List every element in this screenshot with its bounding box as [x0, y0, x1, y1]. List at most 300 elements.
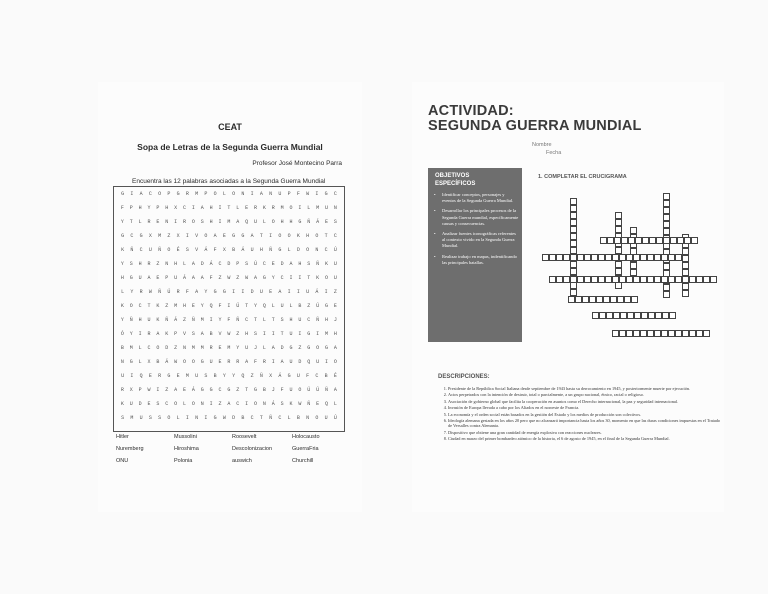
- crossword-cell[interactable]: [682, 276, 689, 283]
- crossword-cell[interactable]: [570, 240, 577, 247]
- crossword-cell[interactable]: [549, 276, 556, 283]
- crossword-cell[interactable]: [663, 237, 670, 244]
- grid-letter: G: [325, 345, 329, 351]
- grid-letter: H: [138, 261, 142, 267]
- grid-letter: P: [156, 205, 160, 211]
- crossword-cell[interactable]: [663, 284, 670, 291]
- grid-letter: C: [280, 275, 284, 281]
- grid-letter: A: [333, 345, 337, 351]
- grid-letter: B: [120, 345, 124, 351]
- grid-letter: A: [200, 331, 204, 337]
- grid-letter: R: [176, 289, 180, 295]
- crossword-cell[interactable]: [598, 276, 605, 283]
- grid-letter: A: [289, 261, 293, 267]
- word-list-item: Roosevelt: [232, 434, 257, 440]
- grid-letter: K: [156, 303, 160, 309]
- grid-letter: K: [262, 205, 266, 211]
- grid-letter: O: [191, 359, 195, 365]
- grid-letter: Ñ: [269, 247, 273, 253]
- crossword-cell[interactable]: [682, 269, 689, 276]
- grid-letter: D: [296, 247, 300, 253]
- crossword-cell[interactable]: [634, 312, 641, 319]
- grid-letter: Z: [236, 387, 240, 393]
- grid-letter: S: [204, 373, 208, 379]
- crossword-cell[interactable]: [615, 261, 622, 268]
- crossword-cell[interactable]: [600, 237, 607, 244]
- grid-letter: I: [209, 401, 213, 407]
- crossword-cell[interactable]: [612, 254, 619, 261]
- crossword-cell[interactable]: [570, 268, 577, 275]
- crossword-cell[interactable]: [682, 290, 689, 297]
- crossword-heading: 1. COMPLETAR EL CRUCIGRAMA: [538, 174, 627, 180]
- grid-letter: Á: [316, 219, 320, 225]
- grid-row: [118, 205, 340, 215]
- grid-letter: X: [147, 359, 151, 365]
- grid-letter: I: [245, 401, 249, 407]
- crossword-cell[interactable]: [577, 276, 584, 283]
- crossword-cell[interactable]: [630, 269, 637, 276]
- grid-letter: M: [200, 317, 204, 323]
- grid-letter: V: [218, 331, 222, 337]
- crossword-cell[interactable]: [570, 289, 577, 296]
- word-list-item: Hitler: [116, 434, 129, 440]
- crossword-cell[interactable]: [615, 247, 622, 254]
- grid-letter: É: [333, 373, 337, 379]
- grid-letter: K: [296, 233, 300, 239]
- grid-letter: Ú: [316, 387, 320, 393]
- grid-letter: Y: [271, 275, 275, 281]
- crossword-cell[interactable]: [599, 312, 606, 319]
- crossword-cell[interactable]: [617, 296, 624, 303]
- grid-row: [118, 303, 340, 313]
- crossword-cell[interactable]: [584, 276, 591, 283]
- word-list-item: Churchill: [292, 458, 314, 464]
- grid-letter: I: [298, 331, 302, 337]
- crossword-cell[interactable]: [663, 200, 670, 207]
- grid-letter: Z: [236, 275, 240, 281]
- grid-letter: C: [250, 415, 254, 421]
- grid-letter: S: [280, 401, 284, 407]
- crossword-cell[interactable]: [570, 276, 577, 283]
- grid-letter: B: [156, 359, 160, 365]
- grid-letter: I: [174, 219, 178, 225]
- grid-letter: G: [262, 275, 266, 281]
- grid-letter: E: [245, 205, 249, 211]
- crossword-cell[interactable]: [670, 237, 677, 244]
- crossword-cell[interactable]: [606, 312, 613, 319]
- crossword-cell[interactable]: [640, 276, 647, 283]
- crossword-cell[interactable]: [654, 330, 661, 337]
- crossword-cell[interactable]: [615, 268, 622, 275]
- crossword-cell[interactable]: [682, 248, 689, 255]
- grid-letter: D: [298, 359, 302, 365]
- crossword-cell[interactable]: [675, 254, 682, 261]
- grid-letter: A: [139, 191, 143, 197]
- grid-letter: A: [191, 275, 195, 281]
- grid-letter: C: [324, 247, 328, 253]
- grid-letter: G: [129, 275, 133, 281]
- crossword-cell[interactable]: [684, 237, 691, 244]
- grid-letter: F: [280, 387, 284, 393]
- crossword-cell[interactable]: [570, 254, 577, 261]
- word-list-item: Mussolini: [174, 434, 197, 440]
- grid-letter: G: [129, 359, 133, 365]
- grid-letter: R: [139, 289, 143, 295]
- grid-letter: N: [262, 401, 266, 407]
- crossword-cell[interactable]: [640, 330, 647, 337]
- crossword-cell[interactable]: [549, 254, 556, 261]
- grid-letter: J: [254, 345, 258, 351]
- grid-letter: O: [156, 345, 160, 351]
- grid-letter: Á: [204, 247, 208, 253]
- grid-letter: N: [165, 261, 169, 267]
- crossword-cell[interactable]: [668, 254, 675, 261]
- grid-letter: I: [130, 373, 134, 379]
- crossword-cell[interactable]: [570, 233, 577, 240]
- descriptions-list: [438, 386, 724, 443]
- school-header: CEAT: [218, 122, 242, 132]
- grid-letter: Y: [120, 219, 124, 225]
- grid-letter: Ñ: [158, 289, 162, 295]
- crossword-cell[interactable]: [682, 283, 689, 290]
- grid-letter: H: [280, 219, 284, 225]
- crossword-cell[interactable]: [663, 214, 670, 221]
- crossword-cell[interactable]: [661, 276, 668, 283]
- word-list-item: Polonia: [174, 458, 193, 464]
- crossword-cell[interactable]: [624, 296, 631, 303]
- grid-letter: Ñ: [158, 247, 162, 253]
- crossword-cell[interactable]: [668, 330, 675, 337]
- crossword-cell[interactable]: [556, 254, 563, 261]
- crossword-cell[interactable]: [603, 296, 610, 303]
- grid-letter: N: [195, 415, 199, 421]
- crossword-cell[interactable]: [563, 254, 570, 261]
- crossword-cell[interactable]: [655, 312, 662, 319]
- grid-letter: I: [250, 191, 254, 197]
- grid-letter: T: [280, 331, 284, 337]
- grid-letter: I: [232, 289, 236, 295]
- crossword-cell[interactable]: [689, 330, 696, 337]
- activity-title-line1: ACTIVIDAD:: [428, 103, 514, 119]
- crossword-cell[interactable]: [570, 198, 577, 205]
- crossword-cell[interactable]: [669, 312, 676, 319]
- crossword-cell[interactable]: [563, 276, 570, 283]
- grid-letter: I: [269, 233, 273, 239]
- description-item: 5. La economía y el orden social están basados en la gestión del Estado y los medios de producción son colectivos.: [448, 412, 724, 417]
- crossword-cell[interactable]: [556, 276, 563, 283]
- grid-letter: C: [315, 373, 319, 379]
- crossword-cell[interactable]: [607, 237, 614, 244]
- crossword-cell[interactable]: [662, 312, 669, 319]
- crossword-cell[interactable]: [591, 254, 598, 261]
- grid-letter: C: [307, 317, 311, 323]
- grid-letter: C: [333, 191, 337, 197]
- grid-letter: O: [174, 401, 178, 407]
- crossword-cell[interactable]: [605, 276, 612, 283]
- grid-letter: I: [218, 205, 222, 211]
- crossword-cell[interactable]: [610, 296, 617, 303]
- grid-letter: X: [174, 205, 178, 211]
- crossword-cell[interactable]: [628, 237, 635, 244]
- crossword-cell[interactable]: [647, 276, 654, 283]
- grid-letter: C: [218, 261, 222, 267]
- crossword-cell[interactable]: [630, 262, 637, 269]
- grid-letter: Ñ: [307, 219, 311, 225]
- grid-letter: R: [209, 345, 213, 351]
- grid-letter: D: [280, 345, 284, 351]
- grid-letter: V: [195, 247, 199, 253]
- crossword-cell[interactable]: [570, 212, 577, 219]
- crossword-cell[interactable]: [703, 276, 710, 283]
- crossword-cell[interactable]: [570, 219, 577, 226]
- grid-letter: Ó: [120, 331, 124, 337]
- grid-letter: G: [325, 303, 329, 309]
- crossword-cell[interactable]: [619, 276, 626, 283]
- grid-letter: N: [165, 219, 169, 225]
- crossword-cell[interactable]: [584, 254, 591, 261]
- grid-letter: S: [333, 219, 337, 225]
- crossword-cell[interactable]: [568, 296, 575, 303]
- crossword-cell[interactable]: [682, 262, 689, 269]
- grid-letter: Á: [191, 387, 195, 393]
- grid-letter: Z: [167, 233, 171, 239]
- crossword-cell[interactable]: [661, 254, 668, 261]
- crossword-cell[interactable]: [570, 282, 577, 289]
- crossword-cell[interactable]: [630, 227, 637, 234]
- crossword-cell[interactable]: [635, 237, 642, 244]
- crossword-cell[interactable]: [570, 261, 577, 268]
- crossword-cell[interactable]: [612, 330, 619, 337]
- grid-letter: G: [298, 219, 302, 225]
- grid-letter: S: [280, 317, 284, 323]
- grid-letter: D: [165, 345, 169, 351]
- crossword-cell[interactable]: [577, 254, 584, 261]
- grid-letter: E: [325, 219, 329, 225]
- grid-letter: I: [241, 289, 245, 295]
- grid-letter: F: [209, 275, 213, 281]
- grid-letter: C: [245, 317, 249, 323]
- grid-letter: C: [218, 387, 222, 393]
- grid-letter: Z: [298, 345, 302, 351]
- crossword-cell[interactable]: [626, 276, 633, 283]
- grid-letter: E: [156, 275, 160, 281]
- grid-letter: J: [271, 387, 275, 393]
- crossword-cell[interactable]: [542, 254, 549, 261]
- crossword-cell[interactable]: [627, 312, 634, 319]
- crossword-cell[interactable]: [591, 276, 598, 283]
- objective-item: • Desarrollar los principales procesos de la Segunda Guerra mundial, específicamente causas y consecuencias.: [433, 208, 519, 227]
- crossword-cell[interactable]: [614, 237, 621, 244]
- grid-letter: Y: [232, 373, 236, 379]
- grid-letter: H: [289, 317, 293, 323]
- crossword-cell[interactable]: [605, 254, 612, 261]
- grid-letter: I: [138, 331, 142, 337]
- crossword-cell[interactable]: [696, 330, 703, 337]
- crossword-cell[interactable]: [663, 263, 670, 270]
- grid-letter: O: [167, 415, 171, 421]
- objectives-box: [428, 168, 522, 342]
- grid-letter: A: [254, 275, 258, 281]
- crossword-cell[interactable]: [596, 296, 603, 303]
- grid-letter: Z: [307, 303, 311, 309]
- word-list-item: Hiroshima: [174, 446, 199, 452]
- crossword-cell[interactable]: [677, 237, 684, 244]
- grid-letter: I: [316, 331, 320, 337]
- crossword-cell[interactable]: [575, 296, 582, 303]
- crossword-cell[interactable]: [682, 330, 689, 337]
- grid-letter: N: [183, 345, 187, 351]
- grid-letter: Z: [165, 387, 169, 393]
- crossword-cell[interactable]: [656, 237, 663, 244]
- grid-letter: L: [289, 303, 293, 309]
- crossword-cell[interactable]: [640, 254, 647, 261]
- grid-letter: B: [232, 247, 236, 253]
- crossword-cell[interactable]: [592, 312, 599, 319]
- grid-letter: Á: [278, 373, 282, 379]
- crossword-cell[interactable]: [570, 226, 577, 233]
- grid-letter: B: [296, 415, 300, 421]
- grid-letter: U: [245, 345, 249, 351]
- crossword-cell[interactable]: [696, 276, 703, 283]
- crossword-cell[interactable]: [631, 296, 638, 303]
- crossword-cell[interactable]: [598, 254, 605, 261]
- crossword-cell[interactable]: [663, 221, 670, 228]
- crossword-cell[interactable]: [642, 237, 649, 244]
- grid-row: [118, 415, 340, 425]
- grid-letter: K: [156, 317, 160, 323]
- grid-letter: F: [296, 191, 300, 197]
- crossword-cell[interactable]: [647, 330, 654, 337]
- crossword-cell[interactable]: [649, 237, 656, 244]
- grid-letter: Á: [183, 275, 187, 281]
- crossword-cell[interactable]: [612, 276, 619, 283]
- grid-letter: S: [148, 415, 152, 421]
- crossword-cell[interactable]: [663, 291, 670, 298]
- crossword-cell[interactable]: [703, 330, 710, 337]
- grid-letter: P: [287, 191, 291, 197]
- crossword-cell[interactable]: [663, 228, 670, 235]
- crossword-cell[interactable]: [675, 330, 682, 337]
- crossword-cell[interactable]: [654, 254, 661, 261]
- crossword-cell[interactable]: [682, 255, 689, 262]
- crossword-cell[interactable]: [570, 247, 577, 254]
- grid-letter: Q: [245, 219, 249, 225]
- grid-letter: G: [200, 387, 204, 393]
- description-item: 3. Asociación de gobierno global que facilita la cooperación en asuntos como el Derecho internacional, la paz y seguridad internacional.: [448, 399, 724, 404]
- grid-letter: M: [227, 345, 231, 351]
- grid-letter: H: [183, 303, 187, 309]
- grid-row: [118, 373, 340, 383]
- crossword-cell[interactable]: [663, 207, 670, 214]
- grid-letter: S: [200, 219, 204, 225]
- grid-letter: G: [289, 345, 293, 351]
- grid-letter: X: [129, 387, 133, 393]
- grid-letter: L: [138, 345, 142, 351]
- description-item: 6. Ideología alemana gestada en los años 20 pero que no alcanzará importancia hasta los años 30, momento en que las duras condiciones impuestas en el Tratado de Versalles contra Alemania.: [448, 418, 724, 429]
- crossword-cell[interactable]: [626, 254, 633, 261]
- crossword-cell[interactable]: [613, 312, 620, 319]
- crossword-cell[interactable]: [691, 237, 698, 244]
- grid-letter: I: [185, 415, 189, 421]
- crossword-cell[interactable]: [626, 330, 633, 337]
- crossword-cell[interactable]: [661, 330, 668, 337]
- grid-letter: G: [213, 289, 217, 295]
- crossword-cell[interactable]: [710, 276, 717, 283]
- crossword-cell[interactable]: [647, 254, 654, 261]
- grid-letter: Á: [271, 401, 275, 407]
- crossword-cell[interactable]: [582, 296, 589, 303]
- grid-letter: I: [191, 205, 195, 211]
- grid-letter: C: [236, 401, 240, 407]
- crossword-cell[interactable]: [615, 212, 622, 219]
- crossword-cell[interactable]: [689, 276, 696, 283]
- crossword-cell[interactable]: [615, 219, 622, 226]
- crossword-cell[interactable]: [675, 276, 682, 283]
- grid-letter: W: [306, 191, 310, 197]
- grid-letter: Ü: [236, 303, 240, 309]
- grid-letter: H: [333, 331, 337, 337]
- crossword-cell[interactable]: [663, 193, 670, 200]
- grid-letter: M: [195, 191, 199, 197]
- crossword-cell[interactable]: [621, 237, 628, 244]
- right-page: [412, 82, 724, 512]
- crossword-cell[interactable]: [615, 226, 622, 233]
- grid-letter: Ñ: [307, 401, 311, 407]
- crossword-cell[interactable]: [570, 205, 577, 212]
- grid-letter: C: [138, 303, 142, 309]
- grid-row: [118, 345, 340, 355]
- grid-letter: C: [130, 233, 134, 239]
- grid-letter: R: [147, 219, 151, 225]
- grid-letter: M: [158, 233, 162, 239]
- crossword-cell[interactable]: [633, 276, 640, 283]
- grid-letter: Ú: [316, 303, 320, 309]
- grid-letter: U: [147, 317, 151, 323]
- grid-letter: Z: [218, 275, 222, 281]
- grid-letter: Ú: [307, 387, 311, 393]
- grid-letter: T: [245, 387, 249, 393]
- crossword-cell[interactable]: [648, 312, 655, 319]
- grid-letter: I: [325, 359, 329, 365]
- grid-letter: C: [139, 247, 143, 253]
- grid-letter: D: [138, 401, 142, 407]
- crossword-cell[interactable]: [619, 254, 626, 261]
- grid-letter: W: [174, 359, 178, 365]
- grid-letter: Z: [183, 317, 187, 323]
- description-item: 1. Presidente de la República Social Italiana desde septiembre de 1943 hasta su derrocamiento en 1945, y posteriormente muerte por ejecución.: [448, 386, 724, 391]
- crossword-cell[interactable]: [654, 276, 661, 283]
- grid-letter: M: [185, 373, 189, 379]
- crossword-cell[interactable]: [668, 276, 675, 283]
- crossword-cell[interactable]: [641, 312, 648, 319]
- crossword-cell[interactable]: [620, 312, 627, 319]
- objectives-title: [435, 172, 475, 188]
- crossword-cell[interactable]: [589, 296, 596, 303]
- grid-letter: R: [120, 387, 124, 393]
- crossword-cell[interactable]: [633, 254, 640, 261]
- crossword-cell[interactable]: [633, 330, 640, 337]
- grid-letter: H: [209, 205, 213, 211]
- crossword-cell[interactable]: [619, 330, 626, 337]
- word-search-instruction: Encuentra las 12 palabras asociadas a la Segunda Guerra Mundial: [132, 178, 326, 185]
- crossword-cell[interactable]: [615, 282, 622, 289]
- grid-letter: H: [289, 219, 293, 225]
- description-item: 4. Invasión de Europa llevada a cabo por los Aliados en el noroeste de Francia.: [448, 405, 724, 410]
- grid-letter: G: [241, 233, 245, 239]
- grid-letter: E: [269, 289, 273, 295]
- grid-letter: O: [167, 247, 171, 253]
- grid-letter: U: [138, 275, 142, 281]
